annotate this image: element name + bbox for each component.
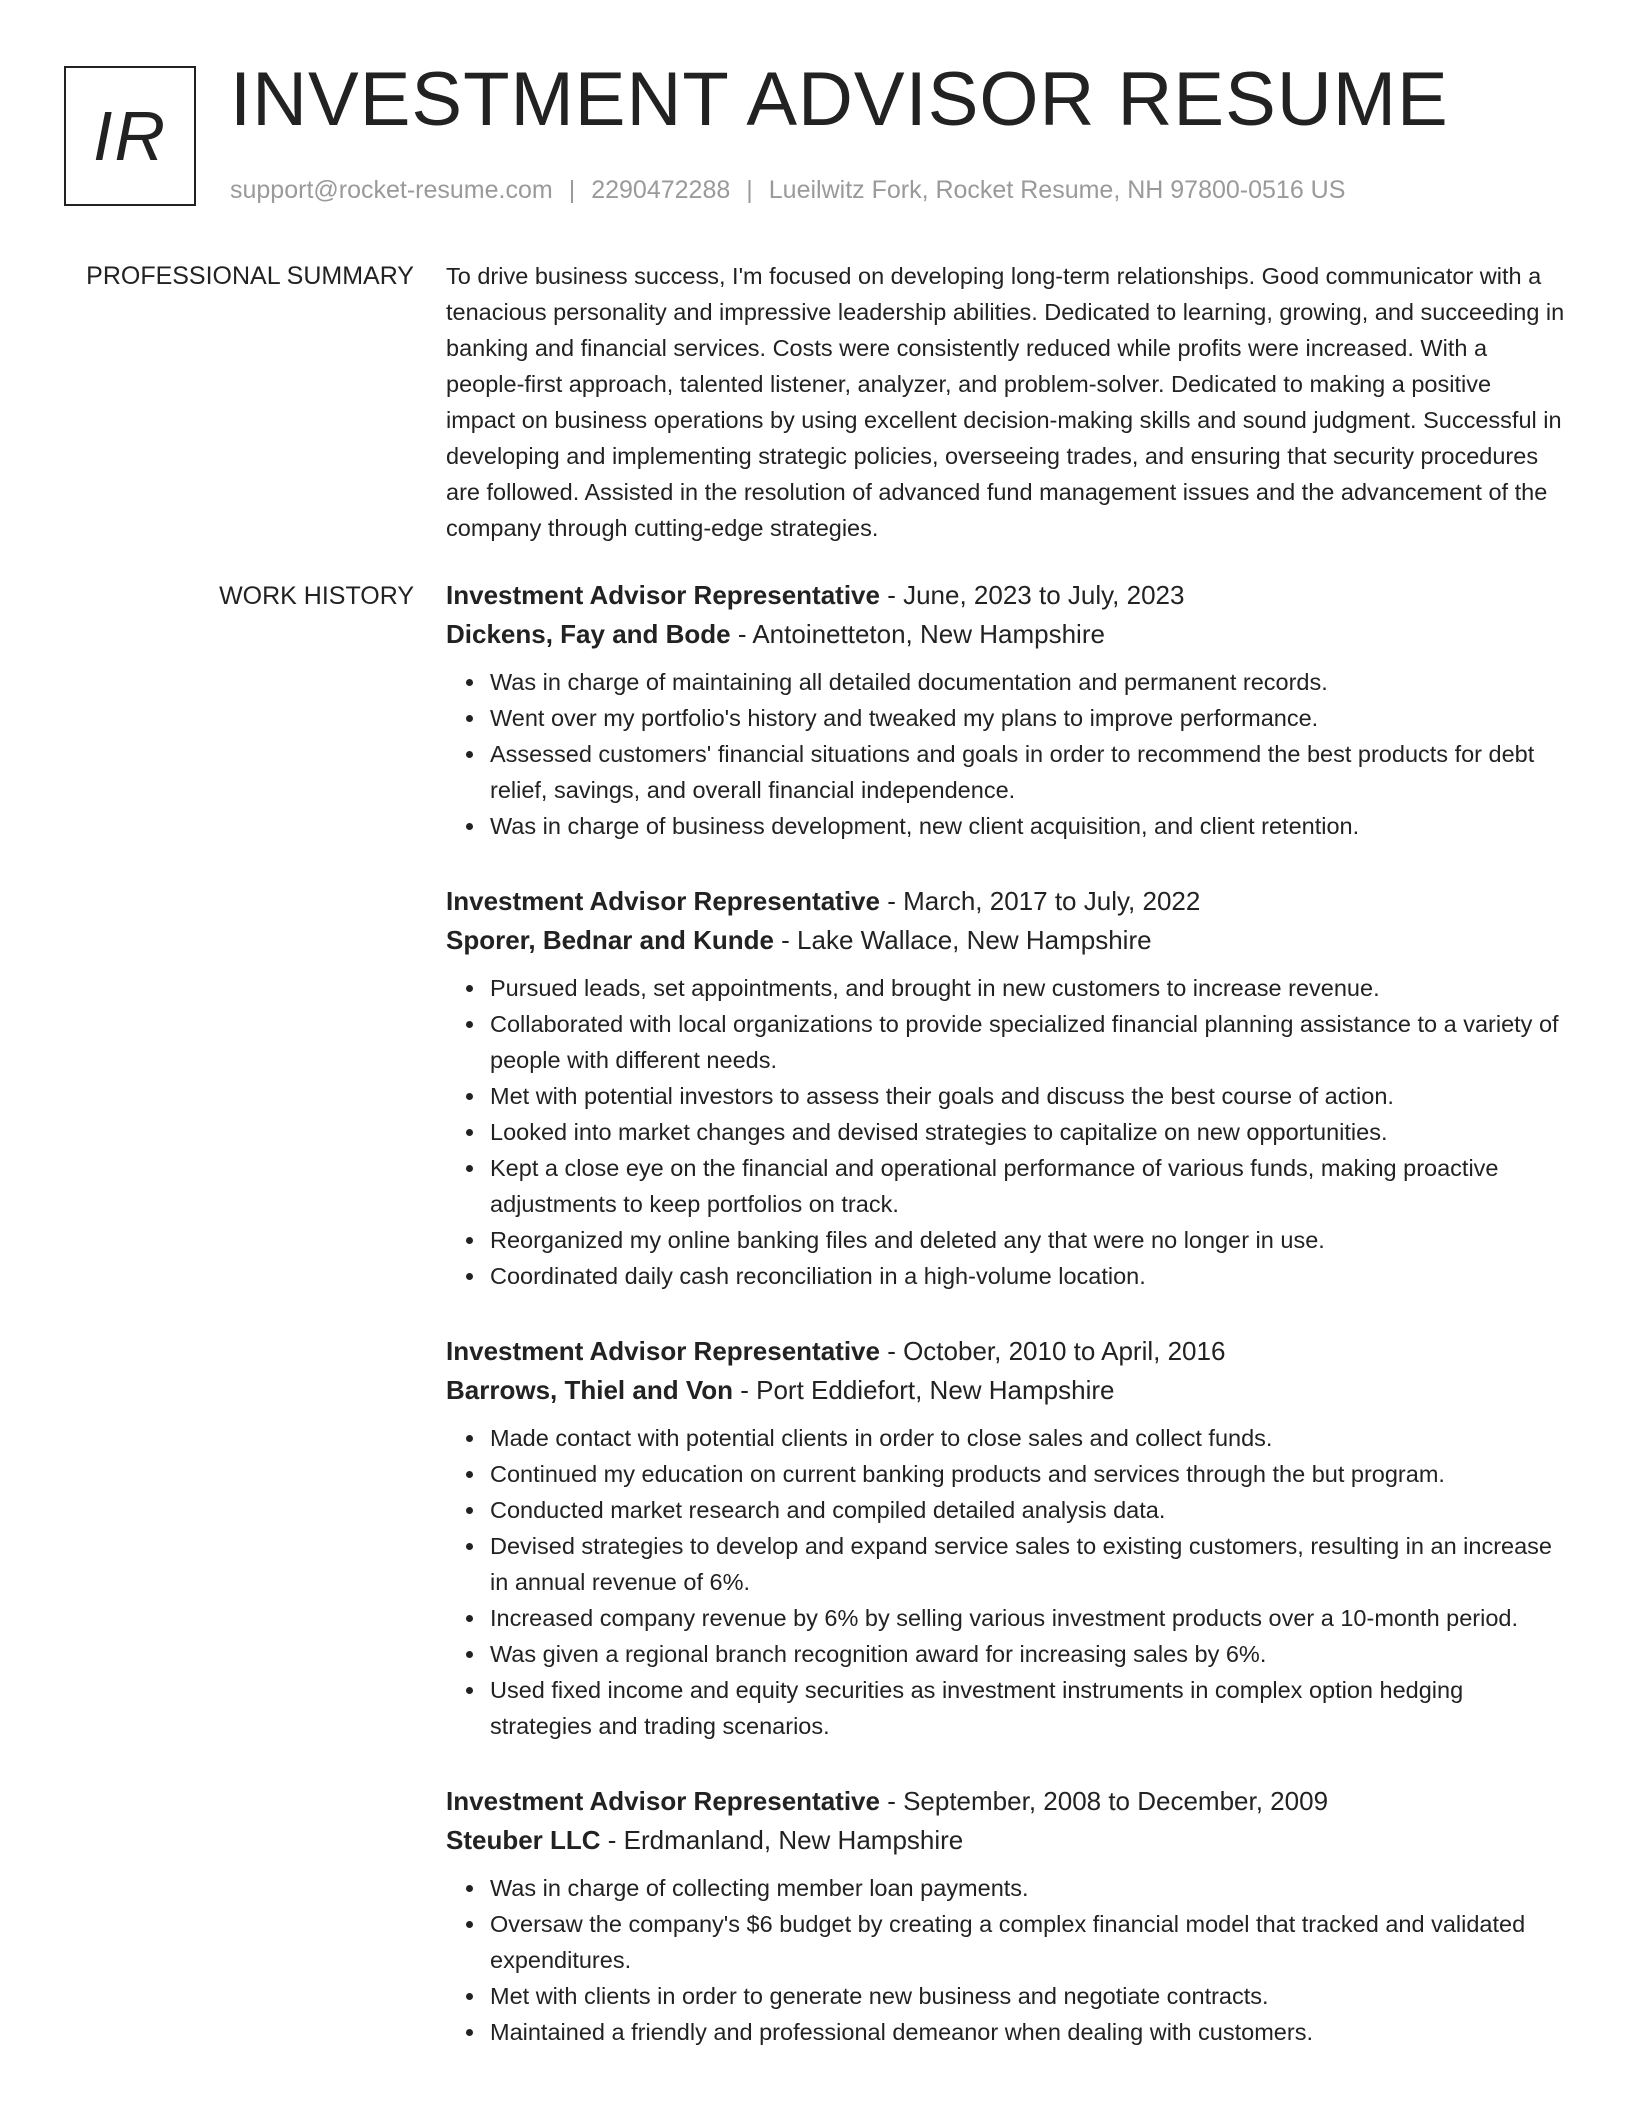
job-bullet: Maintained a friendly and professional demeanor when dealing with customers. — [490, 2014, 1566, 2050]
job-dates: - September, 2008 to December, 2009 — [879, 1786, 1329, 1816]
job-location: - Erdmanland, New Hampshire — [600, 1825, 964, 1855]
job-bullet: Met with potential investors to assess their goals and discuss the best course of action. — [490, 1078, 1566, 1114]
job-bullet: Kept a close eye on the financial and operational performance of various funds, making proactive adjustments to keep portfolios on track. — [490, 1150, 1566, 1222]
job-title-line — [446, 882, 1566, 921]
job-dates: - October, 2010 to April, 2016 — [879, 1336, 1226, 1366]
job-company: Sporer, Bednar and Kunde — [446, 925, 774, 955]
job-bullet: Pursued leads, set appointments, and brought in new customers to increase revenue. — [490, 970, 1566, 1006]
summary-label: PROFESSIONAL SUMMARY — [86, 262, 414, 290]
job-bullet: Looked into market changes and devised strategies to capitalize on new opportunities. — [490, 1114, 1566, 1150]
job-bullet: Oversaw the company's $6 budget by creating a complex financial model that tracked and validated expenditures. — [490, 1906, 1566, 1978]
resume-title: INVESTMENT ADVISOR RESUME — [230, 57, 1449, 142]
job-bullet: Collaborated with local organizations to provide specialized financial planning assistance to a variety of people with different needs. — [490, 1006, 1566, 1078]
job-title-line — [446, 1782, 1566, 1821]
job-title-line — [446, 1332, 1566, 1371]
job-bullet: Reorganized my online banking files and deleted any that were no longer in use. — [490, 1222, 1566, 1258]
job-company-line — [446, 1371, 1566, 1410]
monogram-box — [64, 66, 196, 206]
work-history-body — [446, 576, 1566, 2088]
job-location: - Lake Wallace, New Hampshire — [773, 925, 1152, 955]
job-bullet: Was in charge of collecting member loan payments. — [490, 1870, 1566, 1906]
job-company-line — [446, 615, 1566, 654]
contact-phone: 2290472288 — [591, 176, 731, 204]
job-bullet: Used fixed income and equity securities as investment instruments in complex option hedging strategies and trading scenarios. — [490, 1672, 1566, 1744]
job-title: Investment Advisor Representative — [446, 1336, 880, 1366]
job-bullet: Continued my education on current banking products and services through the but program. — [490, 1456, 1566, 1492]
job-bullet: Coordinated daily cash reconciliation in a high-volume location. — [490, 1258, 1566, 1294]
job-entry — [446, 1782, 1566, 2050]
contact-email: support@rocket-resume.com — [230, 176, 553, 204]
summary-body — [446, 258, 1566, 546]
job-location: - Port Eddiefort, New Hampshire — [733, 1375, 1115, 1405]
job-bullet: Met with clients in order to generate new business and negotiate contracts. — [490, 1978, 1566, 2014]
job-entry — [446, 1332, 1566, 1744]
contact-address: Lueilwitz Fork, Rocket Resume, NH 97800-0516 US — [768, 176, 1346, 204]
job-entry — [446, 882, 1566, 1294]
work-history-label: WORK HISTORY — [219, 582, 414, 610]
job-company-line — [446, 921, 1566, 960]
job-dates: - June, 2023 to July, 2023 — [879, 580, 1185, 610]
job-bullet: Was given a regional branch recognition award for increasing sales by 6%. — [490, 1636, 1566, 1672]
job-dates: - March, 2017 to July, 2022 — [879, 886, 1201, 916]
job-title: Investment Advisor Representative — [446, 580, 880, 610]
contact-separator: | — [746, 176, 753, 204]
job-title: Investment Advisor Representative — [446, 886, 880, 916]
job-bullet: Made contact with potential clients in order to close sales and collect funds. — [490, 1420, 1566, 1456]
job-bullet: Increased company revenue by 6% by selling various investment products over a 10-month period. — [490, 1600, 1566, 1636]
job-location: - Antoinetteton, New Hampshire — [730, 619, 1105, 649]
job-bullet-list — [446, 970, 1566, 1294]
job-company: Dickens, Fay and Bode — [446, 619, 731, 649]
job-bullet: Conducted market research and compiled detailed analysis data. — [490, 1492, 1566, 1528]
job-bullet-list — [446, 1420, 1566, 1744]
job-bullet: Was in charge of business development, new client acquisition, and client retention. — [490, 808, 1566, 844]
job-title-line — [446, 576, 1566, 615]
job-bullet: Went over my portfolio's history and tweaked my plans to improve performance. — [490, 700, 1566, 736]
job-title: Investment Advisor Representative — [446, 1786, 880, 1816]
job-entry — [446, 576, 1566, 844]
contact-separator: | — [568, 176, 576, 204]
job-company: Barrows, Thiel and Von — [446, 1375, 734, 1405]
job-bullet-list — [446, 664, 1566, 844]
job-bullet: Devised strategies to develop and expand service sales to existing customers, resulting in an increase in annual revenue of 6%. — [490, 1528, 1566, 1600]
job-bullet: Was in charge of maintaining all detailed documentation and permanent records. — [490, 664, 1566, 700]
summary-text: To drive business success, I'm focused on developing long-term relationships. Good communicator with a tenacious personality and impressive leadership abilities. Dedicated to learning, growing, and succeeding in banking and financial services. Costs were consistently reduced while profits were increased. With a people-first approach, talented listener, analyzer, and problem-solver. Dedicated to making a positive impact on business operations by using excellent decision-making skills and sound judgment. Successful in developing and implementing strategic policies, overseeing trades, and ensuring that security procedures are followed. Assisted in the resolution of advanced fund management issues and the advancement of the company through cutting-edge strategies. — [446, 263, 1565, 541]
job-bullet: Assessed customers' financial situations and goals in order to recommend the best products for debt relief, savings, and overall financial independence. — [490, 736, 1566, 808]
job-company-line — [446, 1821, 1566, 1860]
job-bullet-list — [446, 1870, 1566, 2050]
contact-line — [230, 176, 1345, 205]
monogram-initials: IR — [93, 97, 167, 175]
job-company: Steuber LLC — [446, 1825, 601, 1855]
